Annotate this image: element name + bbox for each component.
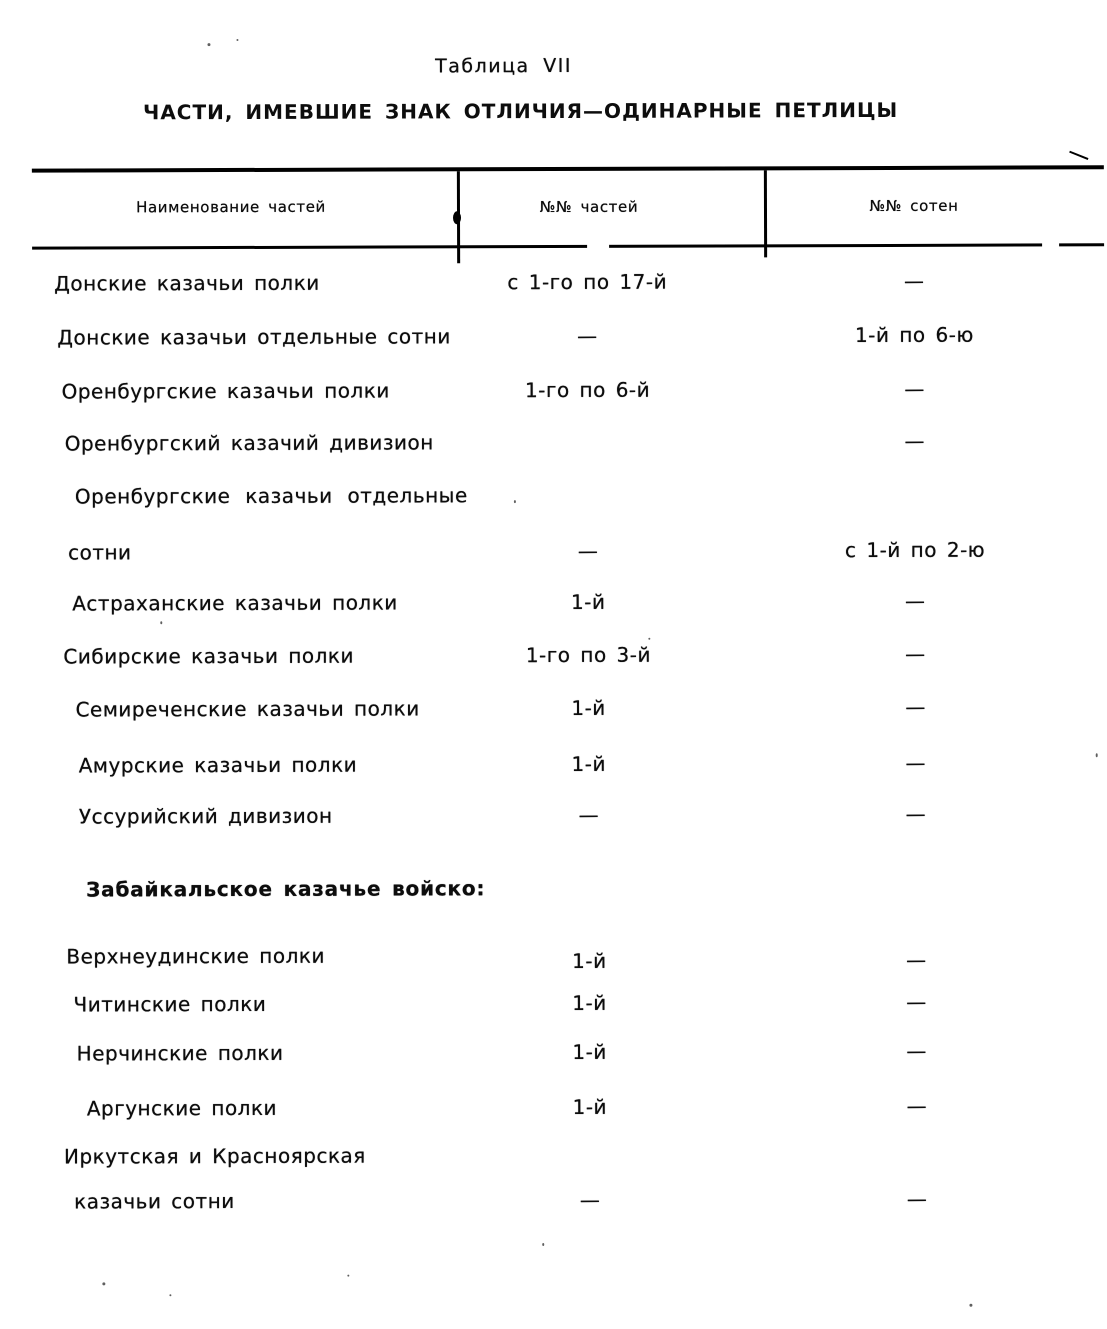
- row-parts-cell: 1-го по 3-й: [525, 642, 652, 668]
- scan-speck: [969, 1304, 972, 1307]
- table-row: [0, 268, 1106, 301]
- row-name-cell: Аргунские полки: [86, 1095, 278, 1121]
- row-parts-cell: —: [577, 323, 598, 348]
- table-section-row: [1, 874, 1107, 907]
- row-parts-cell: [433, 429, 743, 430]
- table-top-rule: [32, 165, 1104, 172]
- table-row: [0, 322, 1106, 355]
- table-row: [1, 750, 1107, 783]
- scan-speck: [648, 638, 650, 640]
- section-heading: Забайкальское казачье войско:: [86, 876, 486, 902]
- row-name-cell: Верхнеудинские полки: [66, 943, 325, 969]
- row-soten-cell: —: [905, 641, 926, 666]
- row-soten-cell: —: [905, 750, 927, 775]
- scan-speck: [160, 621, 162, 624]
- scan-speck: [236, 39, 238, 41]
- row-name-cell: Читинские полки: [73, 991, 267, 1017]
- scan-tick: [1069, 151, 1088, 160]
- table-row: [0, 376, 1107, 409]
- row-soten-cell: —: [906, 989, 927, 1014]
- row-name-cell: Донские казачьи полки: [54, 270, 320, 296]
- rule-print-gap: [1042, 241, 1059, 248]
- column-header-soten: №№ сотен: [869, 196, 959, 216]
- ink-blob: [453, 211, 461, 224]
- scan-speck: [207, 43, 210, 46]
- row-name-cell: Иркутская и Красноярская: [63, 1143, 366, 1169]
- table-row: [1, 694, 1107, 727]
- table-row: [0, 588, 1107, 621]
- row-soten-cell: —: [905, 694, 926, 719]
- row-soten-cell: —: [906, 1038, 927, 1063]
- row-name-cell: Нерчинские полки: [76, 1040, 284, 1066]
- table-row: [0, 641, 1107, 674]
- scan-speck: [514, 500, 516, 503]
- row-soten-cell: —: [904, 588, 926, 613]
- scan-speck: [1096, 753, 1098, 757]
- row-name-cell: Сибирские казачьи полки: [63, 643, 355, 669]
- row-parts-cell: с 1-го по 17-й: [507, 269, 668, 295]
- column-header-name: Наименование частей: [136, 197, 326, 217]
- table-row: [0, 481, 1107, 514]
- row-soten-cell: с 1-й по 2-ю: [844, 537, 986, 563]
- scan-speck: [102, 1282, 105, 1285]
- table-row: [1, 801, 1107, 834]
- row-soten-cell: —: [905, 801, 927, 826]
- row-parts-cell: 1-й: [572, 948, 607, 973]
- row-parts-cell: 1-й: [571, 751, 606, 776]
- page-title: ЧАСТИ, ИМЕВШИЕ ЗНАК ОТЛИЧИЯ—ОДИНАРНЫЕ ПЕТЛИЦЫ: [143, 97, 899, 125]
- scan-speck: [169, 1294, 171, 1296]
- row-soten-cell: [761, 874, 1071, 875]
- scan-speck: [347, 1275, 349, 1277]
- table-row: [0, 428, 1107, 461]
- table-row: [2, 1186, 1107, 1219]
- row-soten-cell: [760, 481, 1070, 482]
- row-parts-cell: [433, 482, 743, 483]
- table-row: [2, 1093, 1107, 1126]
- row-soten-cell: 1-й по 6-ю: [854, 322, 974, 348]
- table-row: [2, 1038, 1107, 1071]
- row-name-cell: сотни: [68, 540, 132, 565]
- row-name-cell: Амурские казачьи полки: [78, 752, 358, 778]
- row-soten-cell: —: [906, 947, 927, 972]
- row-parts-cell: —: [577, 538, 599, 563]
- row-soten-cell: —: [904, 428, 926, 453]
- table-row: [1, 941, 1107, 974]
- table-row: [0, 537, 1107, 570]
- row-parts-cell: 1-й: [572, 990, 607, 1015]
- row-parts-cell: 1-й: [572, 1039, 607, 1064]
- row-name-cell: Оренбургский казачий дивизион: [64, 430, 434, 456]
- row-name-cell: Оренбургские казачьи отдельные: [74, 483, 468, 509]
- row-name-cell: казачьи сотни: [74, 1189, 235, 1214]
- row-parts-cell: 1-й: [572, 1094, 608, 1119]
- row-soten-cell: —: [906, 1186, 928, 1211]
- row-soten-cell: —: [903, 268, 925, 293]
- row-parts-cell: 1-го по 6-й: [524, 377, 651, 403]
- row-parts-cell: —: [579, 1187, 601, 1212]
- column-divider-right: [764, 170, 767, 257]
- row-soten-cell: —: [906, 1093, 928, 1118]
- row-name-cell: Донские казачьи отдельные сотни: [57, 324, 451, 350]
- row-name-cell: Уссурийский дивизион: [78, 803, 333, 829]
- table-row: [1, 989, 1107, 1022]
- row-parts-cell: 1-й: [571, 695, 606, 720]
- row-parts-cell: —: [578, 802, 600, 827]
- table-label: Таблица VII: [435, 54, 572, 78]
- scan-speck: [542, 1243, 544, 1246]
- row-parts-cell: 1-й: [570, 589, 606, 614]
- table-row: [2, 1141, 1107, 1174]
- row-name-cell: Оренбургские казачьи полки: [61, 378, 390, 404]
- rule-print-gap: [587, 243, 609, 250]
- row-name-cell: Семиреченские казачьи полки: [75, 696, 420, 722]
- row-parts-cell: [435, 1142, 745, 1143]
- header-bottom-rule: [32, 243, 1104, 249]
- column-header-parts: №№ частей: [539, 197, 639, 217]
- row-name-cell: Астраханские казачьи полки: [72, 590, 398, 616]
- row-soten-cell: —: [904, 376, 925, 401]
- row-soten-cell: [762, 1141, 1072, 1142]
